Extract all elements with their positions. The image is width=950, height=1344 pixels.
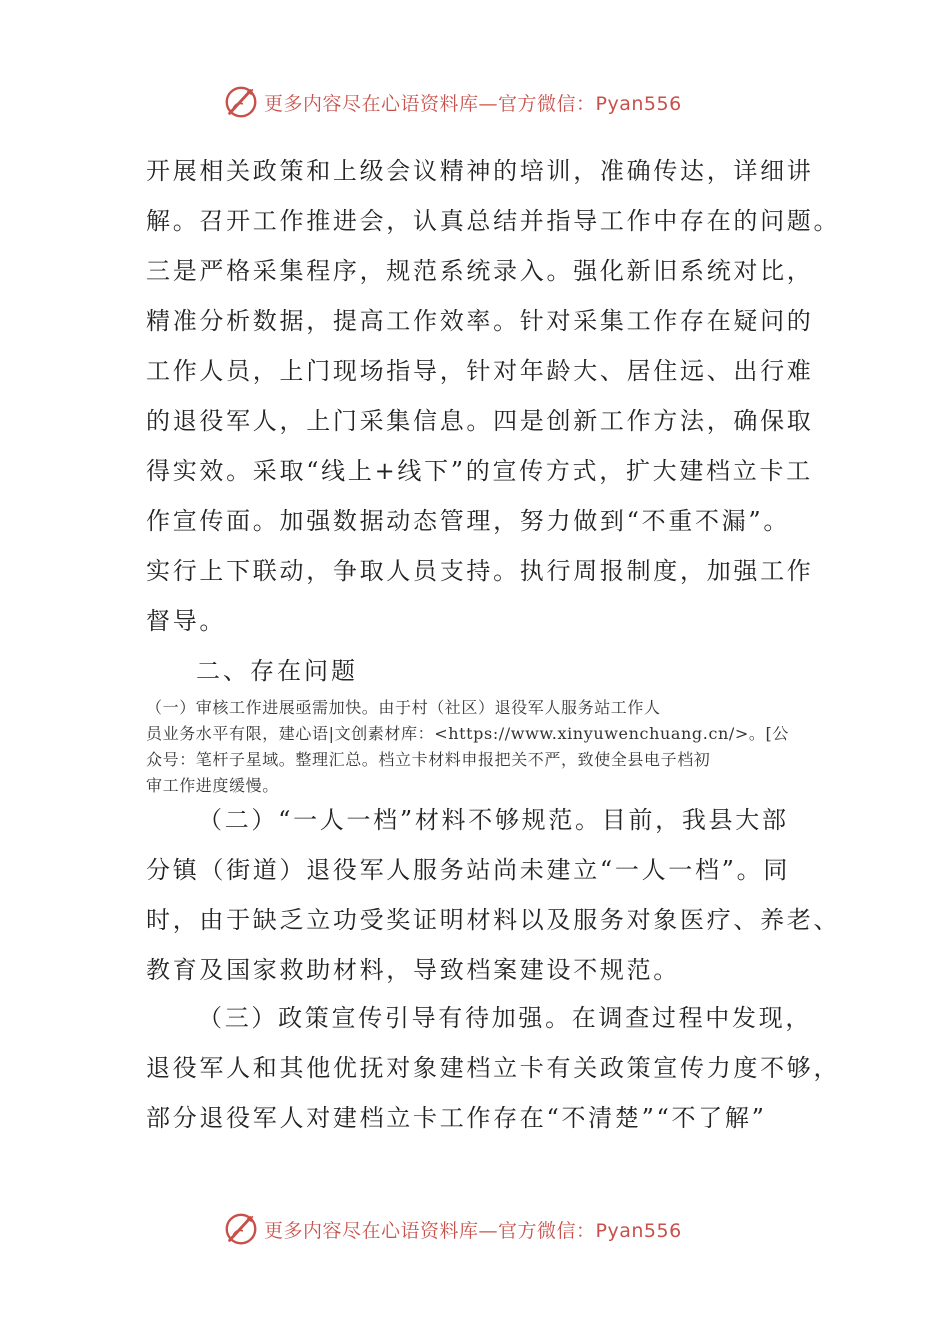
paragraph-line: 的退役军人，上门采集信息。四是创新工作方法，确保取	[146, 407, 814, 435]
small-paragraph-line: 员业务水平有限，建心语|文创素材库：<https://www.xinyuwenchuang.cn/>。[公	[146, 724, 789, 743]
paragraph-line: 三是严格采集程序，规范系统录入。强化新旧系统对比，	[146, 257, 814, 285]
paragraph-2	[146, 795, 841, 995]
paragraph-3	[146, 993, 841, 1143]
paragraph-line: 时，由于缺乏立功受奖证明材料以及服务对象医疗、养老、	[146, 906, 841, 934]
footer-watermark-banner	[0, 1209, 950, 1249]
small-paragraph-line: 众号：笔杆子星域。整理汇总。档立卡材料申报把关不严，致使全县电子档初	[146, 750, 711, 769]
paragraph-line: 教育及国家救助材料，导致档案建设不规范。	[146, 956, 680, 984]
paragraph-line: 退役军人和其他优抚对象建档立卡有关政策宣传力度不够，	[146, 1054, 841, 1082]
paragraph-line: 督导。	[146, 607, 227, 635]
banner-wechat-id: Pyan556	[595, 92, 682, 115]
banner-slogan: 更多内容尽在心语资料库—官方微信：	[264, 1219, 596, 1242]
paragraph-1	[146, 146, 841, 646]
banner-text	[264, 1216, 682, 1243]
banner-wechat-id: Pyan556	[595, 1219, 682, 1242]
paragraph-line: 分镇（街道）退役军人服务站尚未建立“一人一档”。同	[146, 856, 791, 884]
header-watermark-banner	[0, 82, 950, 122]
pen-logo-icon	[222, 1210, 260, 1248]
pen-logo-icon	[222, 83, 260, 121]
paragraph-line: （三）政策宣传引导有待加强。在调查过程中发现，	[198, 1004, 813, 1032]
paragraph-line: 解。召开工作推进会，认真总结并指导工作中存在的问题。	[146, 207, 841, 235]
small-paragraph-line: （一）审核工作进展亟需加快。由于村（社区）退役军人服务站工作人	[146, 698, 661, 717]
paragraph-line: 部分退役军人对建档立卡工作存在“不清楚”“不了解”	[146, 1104, 767, 1132]
section-heading: 二、存在问题	[196, 657, 358, 685]
banner-text	[264, 89, 682, 116]
paragraph-line: （二）“一人一档”材料不够规范。目前，我县大部	[198, 806, 789, 834]
paragraph-line: 开展相关政策和上级会议精神的培训，准确传达，详细讲	[146, 157, 814, 185]
paragraph-line: 实行上下联动，争取人员支持。执行周报制度，加强工作	[146, 557, 814, 585]
paragraph-line: 精准分析数据，提高工作效率。针对采集工作存在疑问的	[146, 307, 814, 335]
paragraph-line: 得实效。采取“线上+线下”的宣传方式，扩大建档立卡工	[146, 457, 813, 485]
small-paragraph-line: 审工作进度缓慢。	[146, 776, 279, 795]
paragraph-line: 作宣传面。加强数据动态管理，努力做到“不重不漏”。	[146, 507, 791, 535]
paragraph-line: 工作人员，上门现场指导，针对年龄大、居住远、出行难	[146, 357, 814, 385]
banner-slogan: 更多内容尽在心语资料库—官方微信：	[264, 92, 596, 115]
small-paragraph	[146, 695, 806, 799]
